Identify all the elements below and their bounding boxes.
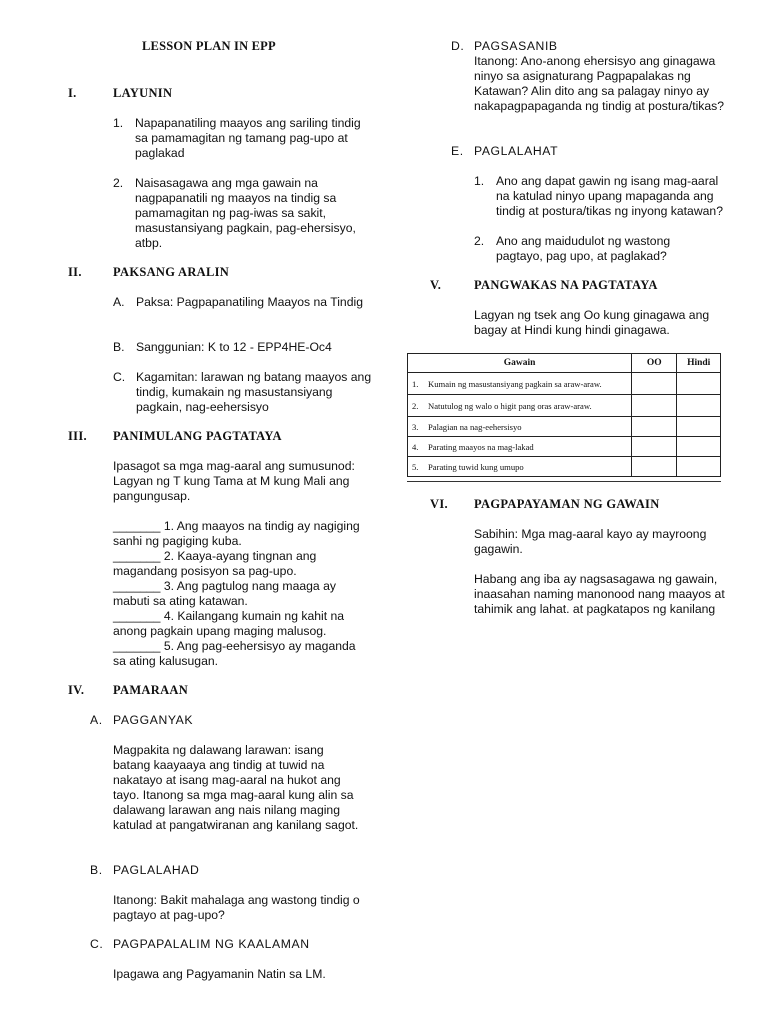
subsection-letter: A.	[90, 713, 103, 727]
checklist-table	[407, 353, 721, 477]
subsection-title-paglalahad: PAGLALAHAD	[113, 863, 200, 877]
section-number-i: I.	[68, 86, 77, 100]
row-number: 2.	[412, 400, 419, 411]
list-text: Ano ang maidudulot ng wastong pagtayo, pag upo, at paglakad?	[496, 234, 671, 263]
list-number: 2.	[474, 234, 485, 248]
oo-checkbox-cell[interactable]	[632, 373, 677, 395]
list-text: Ano ang dapat gawin ng isang mag-aaral na katulad ninyo upang mapaganda ang tindig at postura/tikas ng inyong katawan?	[496, 174, 723, 218]
section-heading-layunin: LAYUNIN	[113, 86, 173, 100]
subsection-letter: D.	[451, 39, 465, 53]
row-text: Parating maayos na mag-lakad	[428, 441, 534, 452]
subsection-title-pagsasanib: PAGSASANIB	[474, 39, 558, 53]
hindi-checkbox-cell[interactable]	[677, 395, 721, 417]
table-row	[408, 457, 721, 477]
table-row	[408, 437, 721, 457]
hindi-checkbox-cell[interactable]	[677, 437, 721, 457]
section-heading-paksang-aralin: PAKSANG ARALIN	[113, 265, 230, 279]
list-text: Sanggunian: K to 12 - EPP4HE-Oc4	[136, 340, 332, 354]
divider-line	[407, 481, 721, 482]
list-number: 1.	[474, 174, 485, 188]
list-letter: A.	[113, 295, 125, 309]
section-heading-pamaraan: PAMARAAN	[113, 683, 189, 697]
column-header-gawain: Gawain	[408, 354, 632, 373]
column-header-hindi: Hindi	[677, 354, 721, 373]
section-number-vi: VI.	[430, 497, 448, 511]
gawain-cell	[408, 457, 632, 477]
gawain-cell	[408, 437, 632, 457]
subsection-title-paglalahat: PAGLALAHAT	[474, 144, 559, 158]
subsection-text: Magpakita ng dalawang larawan: isang batang kaayaaya ang tindig at tuwid na nakatayo at isang mag-aaral na hukot ang tayo. Itanong sa mga mag-aaral kung alin sa dalawang larawan ang nais nilang maging katulad at pangatwiranan ang kanilang sagot.	[113, 743, 359, 832]
hindi-checkbox-cell[interactable]	[677, 417, 721, 437]
table-row	[408, 417, 721, 437]
paragraph-text: Habang ang iba ay nagsasagawa ng gawain, inaasahan naming manonood nang maayos at tahimik ang lahat. at pagkatapos ng kanilang	[474, 572, 725, 616]
row-number: 3.	[412, 421, 419, 432]
list-text: Napapanatiling maayos ang sariling tindig sa pamamagitan ng tamang pag-upo at paglakad	[135, 116, 361, 160]
row-text: Palagian na nag-eehersisyo	[428, 421, 522, 432]
instruction-text: Ipasagot sa mga mag-aaral ang sumusunod: Lagyan ng T kung Tama at M kung Mali ang pangungusap.	[113, 459, 355, 503]
row-number: 4.	[412, 441, 419, 452]
oo-checkbox-cell[interactable]	[632, 395, 677, 417]
true-false-list	[113, 519, 365, 669]
oo-checkbox-cell[interactable]	[632, 437, 677, 457]
column-header-oo: OO	[632, 354, 677, 373]
oo-checkbox-cell[interactable]	[632, 457, 677, 477]
subsection-text: Ipagawa ang Pagyamanin Natin sa LM.	[113, 967, 326, 981]
row-text: Natutulog ng walo o higit pang oras araw-araw.	[428, 400, 592, 411]
hindi-checkbox-cell[interactable]	[677, 457, 721, 477]
true-false-item: _______ 5. Ang pag-eehersisyo ay maganda sa ating kalusugan.	[113, 639, 356, 668]
list-letter: B.	[113, 340, 125, 354]
subsection-title-pagganyak: PAGGANYAK	[113, 713, 194, 727]
oo-checkbox-cell[interactable]	[632, 417, 677, 437]
row-number: 5.	[412, 461, 419, 472]
gawain-cell	[408, 395, 632, 417]
section-number-ii: II.	[68, 265, 82, 279]
subsection-letter: C.	[90, 937, 104, 951]
true-false-item: _______ 3. Ang pagtulog nang maaga ay mabuti sa ating katawan.	[113, 579, 336, 608]
subsection-letter: E.	[451, 144, 464, 158]
section-number-iv: IV.	[68, 683, 85, 697]
row-text: Kumain ng masustansiyang pagkain sa araw-araw.	[428, 378, 602, 389]
list-text: Naisasagawa ang mga gawain na nagpapanatili ng maayos na tindig sa pamamagitan ng pag-iwas sa sakit, masustansiyang pagkain, pag-ehersisyo, atbp.	[135, 176, 356, 250]
section-heading-pagpapayaman: PAGPAPAYAMAN NG GAWAIN	[474, 497, 660, 511]
row-number: 1.	[412, 378, 419, 389]
section-heading-pangwakas: PANGWAKAS NA PAGTATAYA	[474, 278, 658, 292]
list-text: Kagamitan: larawan ng batang maayos ang tindig, kumakain ng masustansiyang pagkain, nag-eehersisyo	[136, 370, 372, 414]
section-number-iii: III.	[68, 429, 87, 443]
true-false-item: _______ 1. Ang maayos na tindig ay nagiging sanhi ng pagiging kuba.	[113, 519, 360, 548]
section-heading-panimulang-pagtataya: PANIMULANG PAGTATAYA	[113, 429, 282, 443]
list-number: 1.	[113, 116, 124, 130]
paragraph-text: Sabihin: Mga mag-aaral kayo ay mayroong gagawin.	[474, 527, 707, 556]
subsection-text: Itanong: Ano-anong ehersisyo ang ginagawa ninyo sa asignaturang Pagpapalakas ng Katawan? Alin dito ang sa palagay ninyo ay nakapagpapaganda ng tindig at postura/tikas?	[474, 54, 725, 113]
table-header-row	[408, 354, 721, 373]
page-title: LESSON PLAN IN EPP	[142, 39, 276, 53]
table-row	[408, 373, 721, 395]
row-text: Parating tuwid kung umupo	[428, 461, 524, 472]
subsection-title-pagpapalalim: PAGPAPALALIM NG KAALAMAN	[113, 937, 310, 951]
list-letter: C.	[113, 370, 126, 384]
list-number: 2.	[113, 176, 124, 190]
gawain-cell	[408, 417, 632, 437]
true-false-item: _______ 4. Kailangang kumain ng kahit na anong pagkain upang maging malusog.	[113, 609, 345, 638]
table-row	[408, 395, 721, 417]
hindi-checkbox-cell[interactable]	[677, 373, 721, 395]
true-false-item: _______ 2. Kaaya-ayang tingnan ang magandang posisyon sa pag-upo.	[113, 549, 317, 578]
subsection-letter: B.	[90, 863, 103, 877]
instruction-text: Lagyan ng tsek ang Oo kung ginagawa ang bagay at Hindi kung hindi ginagawa.	[474, 308, 710, 337]
subsection-text: Itanong: Bakit mahalaga ang wastong tindig o pagtayo at pag-upo?	[113, 893, 360, 922]
gawain-cell	[408, 373, 632, 395]
list-text: Paksa: Pagpapanatiling Maayos na Tindig	[136, 295, 363, 309]
section-number-v: V.	[430, 278, 442, 292]
